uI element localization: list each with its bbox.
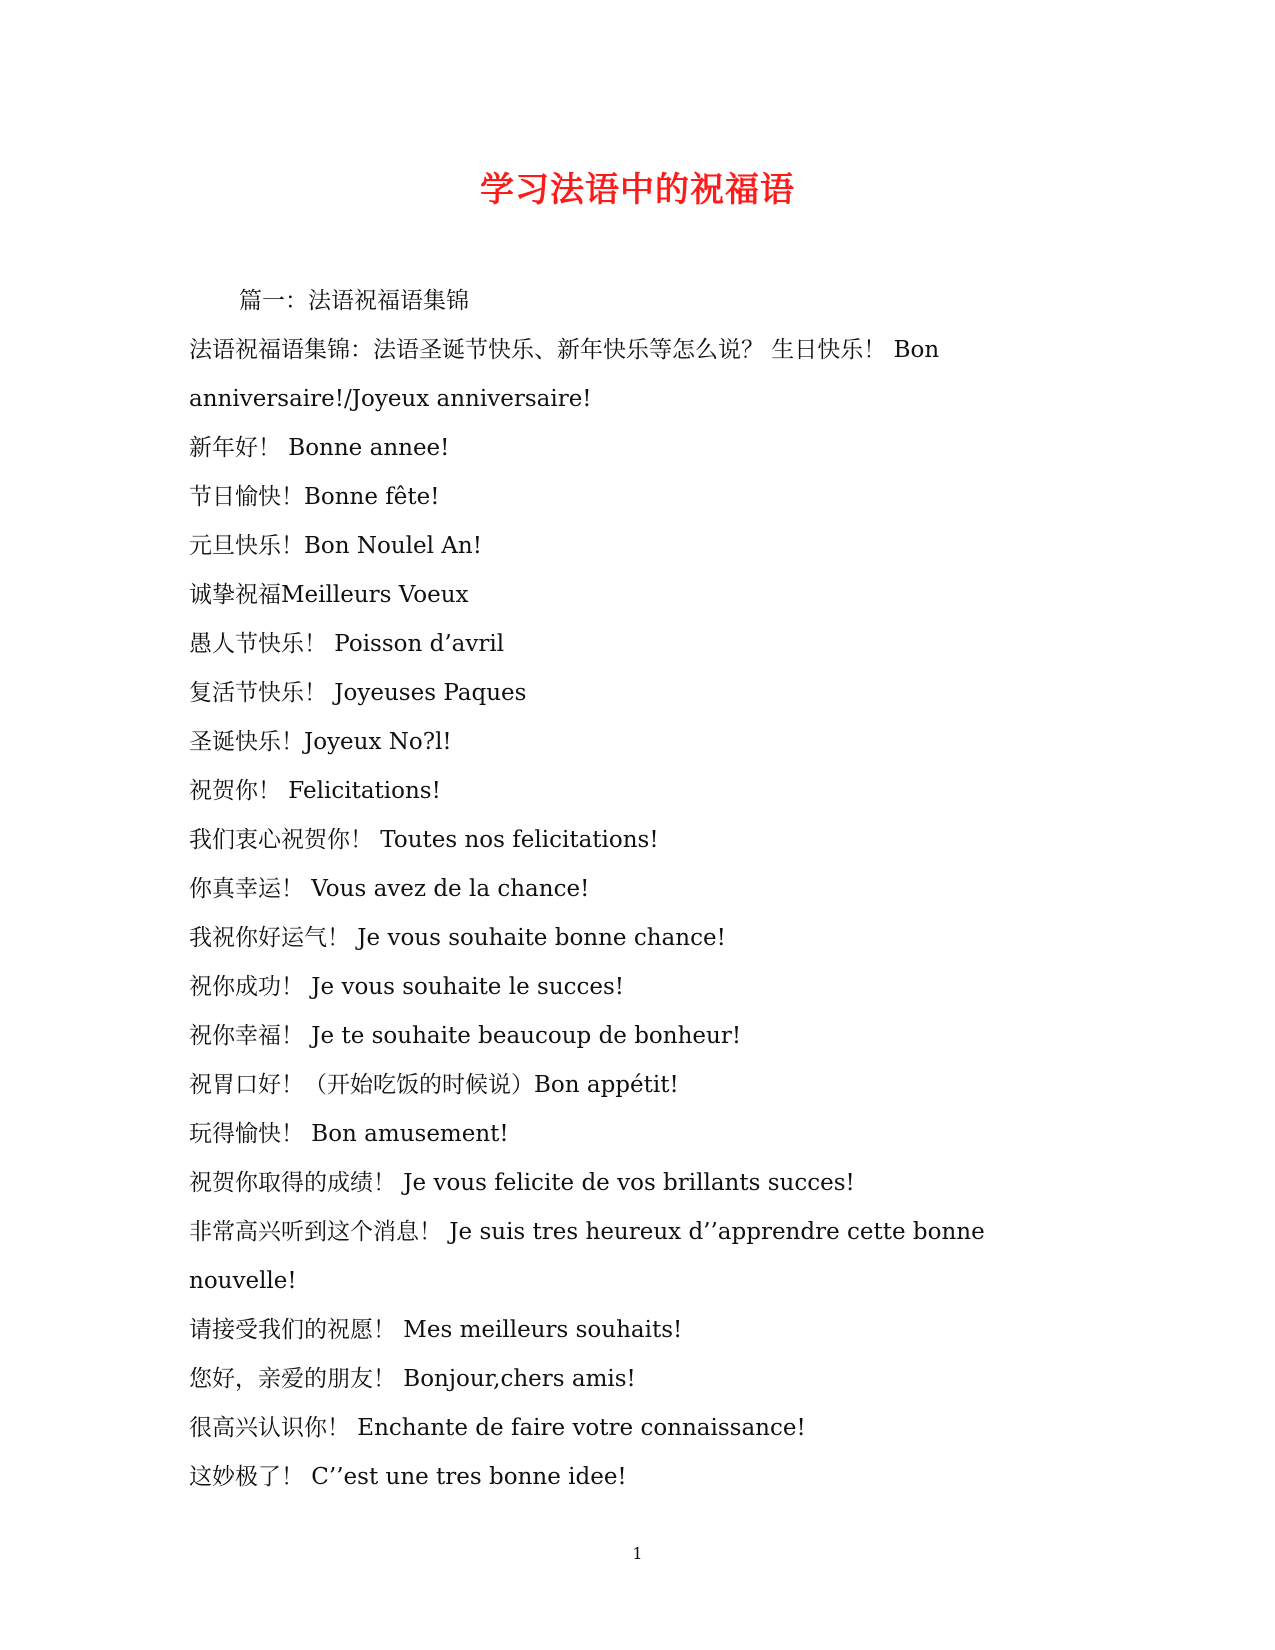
- text-line: 祝你幸福！ Je te souhaite beaucoup de bonheur!: [189, 1023, 742, 1049]
- document-title: 学习法语中的祝福语: [480, 170, 795, 210]
- text-line: 复活节快乐！ Joyeuses Paques: [189, 680, 527, 706]
- text-line: 节日愉快！Bonne fête!: [189, 484, 440, 510]
- page-number: 1: [632, 1544, 643, 1563]
- text-line: 元旦快乐！Bon Noulel An!: [189, 533, 482, 559]
- text-line: 你真幸运！ Vous avez de la chance!: [189, 876, 590, 902]
- text-line: 祝你成功！ Je vous souhaite le succes!: [189, 974, 625, 1000]
- text-line: anniversaire!/Joyeux anniversaire!: [189, 386, 592, 412]
- text-line: 玩得愉快！ Bon amusement!: [189, 1121, 509, 1147]
- text-line: 诚挚祝福Meilleurs Voeux: [189, 582, 469, 608]
- text-line: 请接受我们的祝愿！ Mes meilleurs souhaits!: [189, 1317, 683, 1343]
- text-line: 祝贺你取得的成绩！ Je vous felicite de vos brillants succes!: [189, 1170, 855, 1196]
- text-line: 这妙极了！ C’’est une tres bonne idee!: [189, 1464, 627, 1490]
- text-line: 您好，亲爱的朋友！ Bonjour,chers amis!: [189, 1366, 636, 1392]
- section-heading: 篇一：法语祝福语集锦: [239, 288, 469, 314]
- text-line: 很高兴认识你！ Enchante de faire votre connaissance!: [189, 1415, 806, 1441]
- document-body: [189, 277, 1089, 1502]
- text-line: 愚人节快乐！ Poisson d’avril: [189, 631, 505, 657]
- text-line: 圣诞快乐！Joyeux No?l!: [189, 729, 452, 755]
- text-line: nouvelle!: [189, 1268, 297, 1294]
- text-line: 我们衷心祝贺你！ Toutes nos felicitations!: [189, 827, 659, 853]
- text-line: 我祝你好运气！ Je vous souhaite bonne chance!: [189, 925, 726, 951]
- text-line: 新年好！ Bonne annee!: [189, 435, 450, 461]
- text-line: 祝胃口好！（开始吃饭的时候说）Bon appétit!: [189, 1072, 679, 1098]
- text-line: 祝贺你！ Felicitations!: [189, 778, 441, 804]
- text-line: 法语祝福语集锦：法语圣诞节快乐、新年快乐等怎么说？ 生日快乐！ Bon: [189, 337, 940, 363]
- text-line: 非常高兴听到这个消息！ Je suis tres heureux d’’apprendre cette bonne: [189, 1219, 985, 1245]
